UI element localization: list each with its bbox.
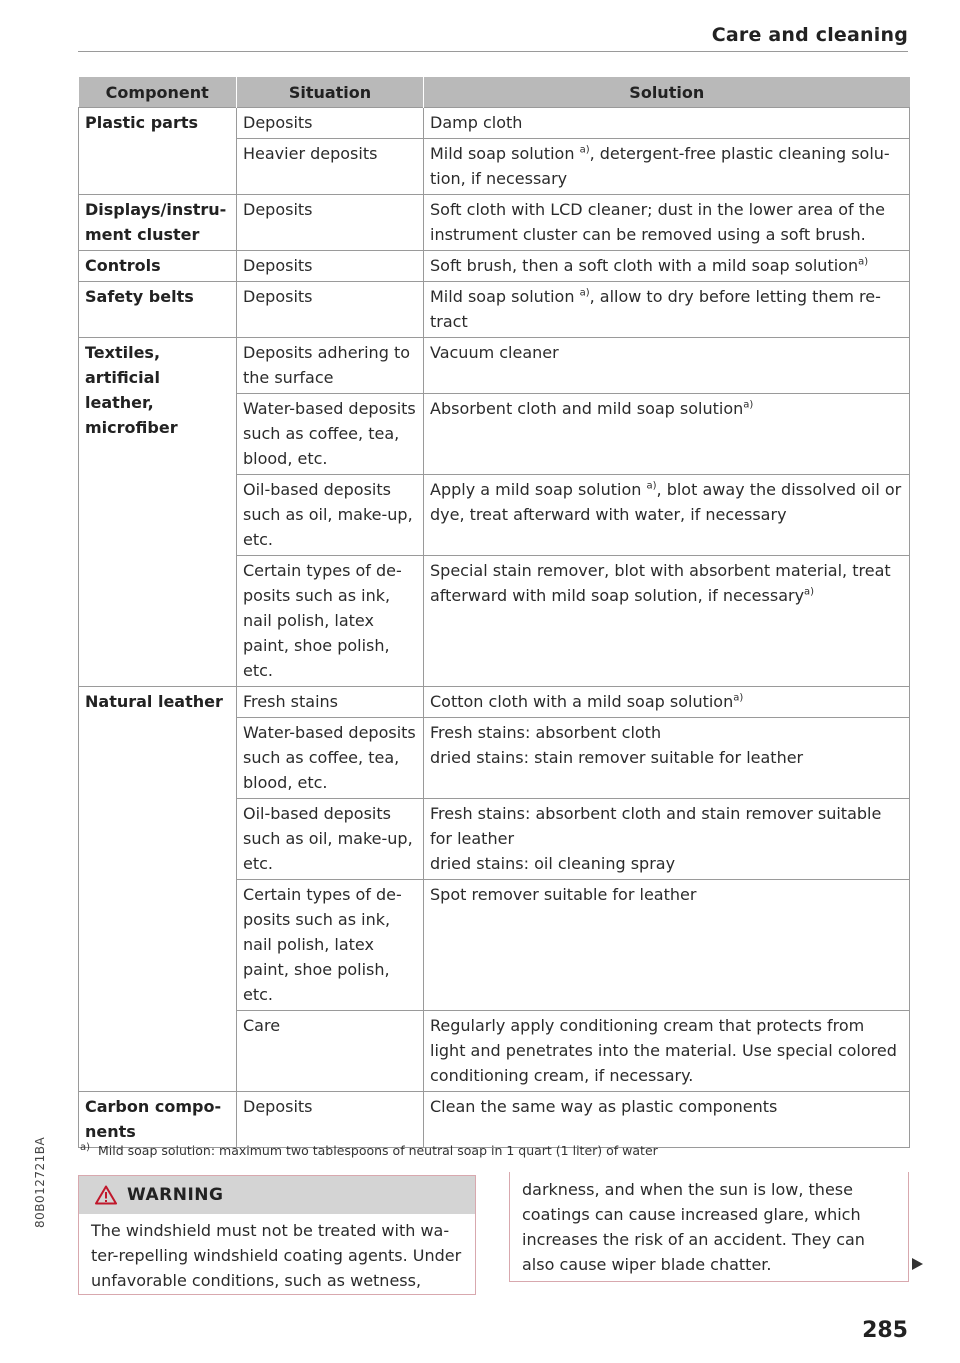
solution-cell [424,251,910,282]
table-row [79,251,910,282]
component-cell: Controls [79,251,237,282]
footnote-ref: a) [579,287,590,299]
solution-cell [424,687,910,718]
situation-cell: Care [237,1011,424,1092]
table-row [79,108,910,139]
continue-arrow-icon [912,1258,923,1270]
situation-cell: Deposits [237,282,424,338]
solution-text: Mild soap solution [430,287,575,306]
header-solution: Solution [424,77,910,108]
situation-cell: Deposits adhering to the surface [237,338,424,394]
component-cell: Textiles, artificial leather, microfiber [79,338,237,687]
table-row [79,338,910,394]
solution-cell: Clean the same way as plastic components [424,1092,910,1148]
solution-cell: Spot remover suitable for leather [424,880,910,1011]
solution-cell [424,282,910,338]
solution-text: Cotton cloth with a mild soap solution [430,692,734,711]
solution-cell [424,718,910,799]
footnote-ref: a) [804,586,815,598]
solution-text-cont: , allow to dry before letting them retract [430,287,881,331]
solution-cell: Vacuum cleaner [424,338,910,394]
solution-text-cont: , detergent-free plastic cleaning solution, if necessary [430,144,890,188]
situation-cell: Deposits [237,1092,424,1148]
solution-cell [424,799,910,880]
solution-cell: Soft cloth with LCD cleaner; dust in the lower area of the instrument cluster can be removed using a soft brush. [424,195,910,251]
situation-cell: Heavier deposits [237,139,424,195]
warning-continuation: darkness, and when the sun is low, these coatings can cause increased glare, which increases the risk of an accident. They can also cause wiper blade chatter. [509,1172,909,1282]
solution-cell [424,139,910,195]
footnote-ref: a) [579,144,590,156]
page-number: 285 [862,1318,908,1343]
cleaning-table [78,77,910,1148]
table-row [79,687,910,718]
situation-cell: Certain types of deposits such as ink, nail polish, latex paint, shoe polish, etc. [237,880,424,1011]
situation-cell: Oil-based deposits such as oil, make-up, etc. [237,475,424,556]
situation-cell: Deposits [237,251,424,282]
solution-text: Special stain remover, blot with absorbent material, treat afterward with mild soap solution, if necessary [430,561,891,605]
solution-text: Mild soap solution [430,144,575,163]
header-situation: Situation [237,77,424,108]
footnote-ref: a) [858,256,869,268]
document-code: 80B012721BA [33,1136,47,1228]
solution-line: Fresh stains: absorbent cloth [430,723,662,742]
table-header-row [79,77,910,108]
situation-cell: Deposits [237,195,424,251]
solution-cell [424,394,910,475]
situation-cell: Oil-based deposits such as oil, make-up, etc. [237,799,424,880]
warning-triangle-icon [95,1185,117,1205]
situation-cell: Water-based deposits such as coffee, tea, blood, etc. [237,394,424,475]
component-cell: Displays/instrument cluster [79,195,237,251]
situation-cell: Fresh stains [237,687,424,718]
solution-text: Apply a mild soap solution [430,480,642,499]
header-rule [78,51,908,52]
table-row [79,282,910,338]
situation-cell: Water-based deposits such as coffee, tea, blood, etc. [237,718,424,799]
solution-cell [424,475,910,556]
solution-text: Soft brush, then a soft cloth with a mild soap solution [430,256,859,275]
solution-text: Absorbent cloth and mild soap solution [430,399,744,418]
footnote-text: Mild soap solution: maximum two tablespoons of neutral soap in 1 quart (1 liter) of water [97,1143,658,1158]
footnote-ref: a) [646,480,657,492]
warning-label: WARNING [127,1185,224,1205]
footnote-ref: a) [743,399,754,411]
solution-line: dried stains: oil cleaning spray [430,854,676,873]
header-component: Component [79,77,237,108]
solution-cell: Regularly apply conditioning cream that protects from light and penetrates into the material. Use special colored conditioning cream, if necessary. [424,1011,910,1092]
component-cell: Natural leather [79,687,237,1092]
footnote [80,1143,658,1158]
solution-text-cont: , blot away the dissolved oil or dye, treat afterward with water, if necessary [430,480,902,524]
solution-line: dried stains: stain remover suitable for leather [430,748,804,767]
table-row [79,1092,910,1148]
warning-box [78,1175,476,1295]
component-cell: Plastic parts [79,108,237,195]
warning-header [79,1176,475,1214]
situation-cell: Deposits [237,108,424,139]
solution-cell [424,556,910,687]
footnote-ref: a) [733,692,744,704]
table-row [79,195,910,251]
solution-line: Fresh stains: absorbent cloth and stain remover suitable for leather [430,804,882,848]
solution-cell: Damp cloth [424,108,910,139]
header-title: Care and cleaning [711,24,908,46]
situation-cell: Certain types of deposits such as ink, nail polish, latex paint, shoe polish, etc. [237,556,424,687]
warning-text: The windshield must not be treated with water-repelling windshield coating agents. Under unfavorable conditions, such as wetness, [91,1221,462,1290]
component-cell: Carbon components [79,1092,237,1148]
footnote-marker: a) [80,1141,91,1153]
component-cell: Safety belts [79,282,237,338]
